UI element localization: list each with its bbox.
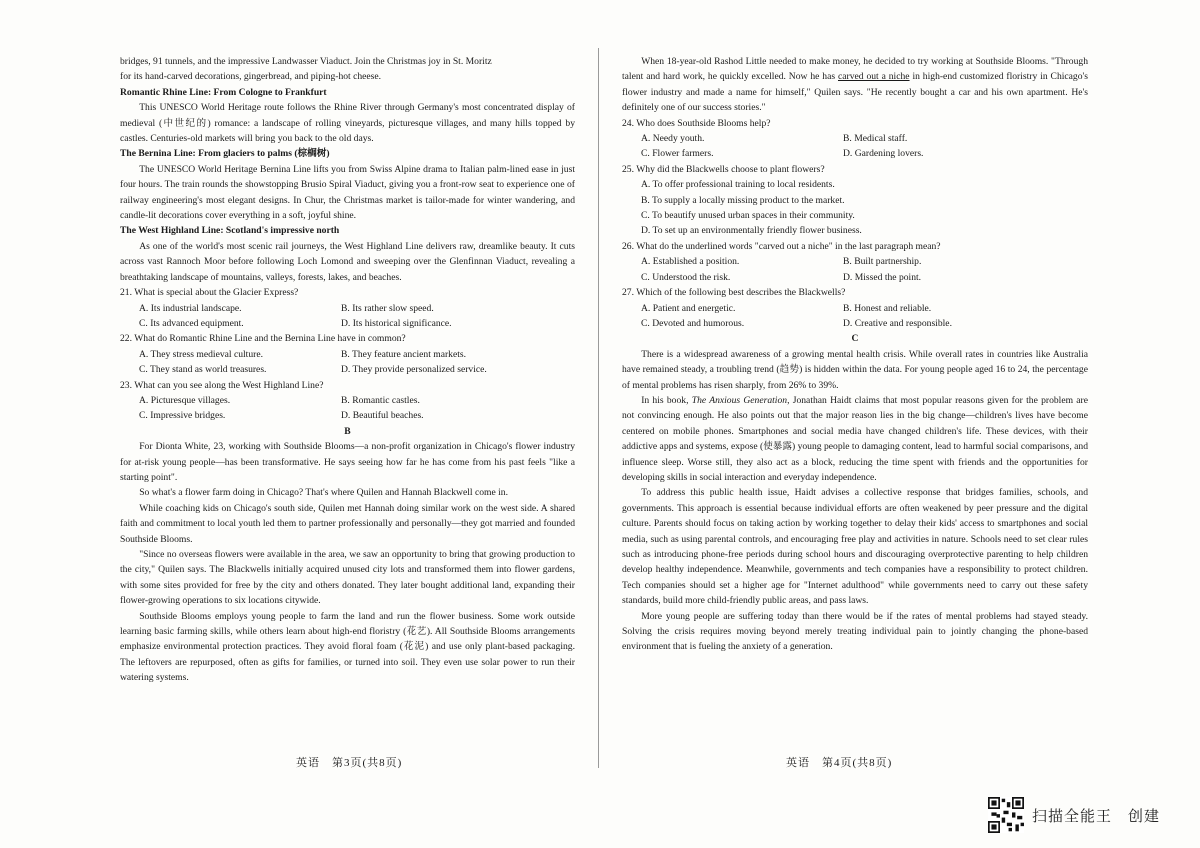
option-25d: D. To set up an environmentally friendly flower business. [641,225,862,237]
highland-paragraph: As one of the world's most scenic rail journeys, the West Highland Line delivers raw, dreamlike beauty. It cuts across vast Rannoch Moor before following Loch Lomond and sweeping over the Glenfinnan Viaduct, revealing a breathtaking landscape of mountains, valleys, forests, lakes, and beaches. [120,240,575,283]
scanner-watermark [988,796,1188,834]
question-21: 21. What is special about the Glacier Express? [120,287,299,299]
section-c-label: C [851,333,859,345]
option-26a: A. Established a position. [641,256,740,268]
section-b-label: B [344,425,351,437]
bernina-paragraph: The UNESCO World Heritage Bernina Line lifts you from Swiss Alpine drama to Italian palm-lined ease in just four hours. The train rounds the showstopping Brusio Spiral Viaduct, giving you a front-row seat to experience one of railway engineering's most elegant designs. In Chur, the Christmas market is tailor-made for winter wandering, and candle-lit decorations cover everything in a soft, joyful shine. [120,163,575,222]
option-23b: B. Romantic castles. [341,394,420,406]
option-23c: C. Impressive bridges. [139,410,226,422]
haidt-intro: In his book, [641,394,692,406]
option-22d: D. They provide personalized service. [341,364,487,376]
passage-c-paragraph-3: To address this public health issue, Haidt advises a collective response that bridges families, schools, and governments. This approach is essential because individual efforts are often weakened by peer pressure and the digital culture. Parents should focus on taking action by working together to delay their kids' access to smartphones and social media, such as using parental controls, and encouraging free play and activities in nature. Schools need to set clear rules such as introducing phone-free periods during school hours and discouraging overprotective parenting to help children develop healthy independence. Meanwhile, governments and tech companies have a responsibility to protect children. Tech companies should set a higher age for "Internet adulthood" while governments need to carry out these safety standards, build more child-friendly public areas, and pass laws. [622,487,1088,607]
option-27d: D. Creative and responsible. [843,317,952,329]
intro-line-1: bridges, 91 tunnels, and the impressive Landwasser Viaduct. Join the Christmas joy in St. Moritz [120,56,492,67]
passage-c-paragraph-1: There is a widespread awareness of a growing mental health crisis. While overall rates in countries like Australia have remained steady, a troubling trend (趋势) is hidden within the data. For young people aged 16 to 24, the percentage of mental problems has risen sharply, from 26% to 39%. [622,348,1088,391]
rashod-text-start: When 18-year-old Rashod Little needed to make money, he decided to try working at Southside Blooms. "Through talent and hard work, he quickly excelled. Now he has [622,56,1088,83]
option-24c: C. Flower farmers. [641,148,714,160]
option-21b: B. Its rather slow speed. [341,302,434,314]
option-24d: D. Gardening lovers. [843,148,924,160]
option-24b: B. Medical staff. [843,133,908,145]
option-25a: A. To offer professional training to local residents. [641,179,835,191]
option-26d: D. Missed the point. [843,271,922,283]
watermark-text: 扫描全能王 创建 [1032,806,1161,825]
passage-b-paragraph-4: "Since no overseas flowers were available in the area, we saw an opportunity to bring that growing production to the city," Quilen says. The Blackwells initially acquired unused city lots and transformed them into flower gardens, with some sites provided for free by the city and others donated. They later bought additional land, expanding their flower-growing operations to six locations citywide. [120,549,575,607]
footer-right-page-number: 英语 第4页(共8页) [786,757,893,769]
right-page [622,54,1088,655]
question-24: 24. Who does Southside Blooms help? [622,117,771,129]
passage-b-paragraph-3: While coaching kids on Chicago's south side, Quilen met Hannah doing similar work on the west side. A shared faith and commitment to local youth led them to partner professionally and personally—they got married and founded Southside Blooms. [120,502,575,545]
passage-b-paragraph-5: Southside Blooms employs young people to farm the land and run the flower business. Some work outside learning basic farming skills, while others learn about high-end floristry (花艺). All Southside Blooms arrangements emphasize environmental protection practices. They avoid floral foam (花泥) and use only plant-based packaging. The leftovers are repurposed, often as gifts for families, or turned into soil. They even use solar power to run their watering systems. [120,610,575,684]
option-21c: C. Its advanced equipment. [139,317,244,329]
left-page [120,54,575,686]
question-27: 27. Which of the following best describes the Blackwells? [622,287,846,299]
highland-heading: The West Highland Line: Scotland's impressive north [120,225,340,237]
bernina-heading: The Bernina Line: From glaciers to palms (棕榈树) [120,148,330,160]
rhine-paragraph: This UNESCO World Heritage route follows the Rhine River through Germany's most concentrated display of medieval (中世纪的) romance: a landscape of rolling vineyards, picturesque villages, and many hills topped by castles. Centuries-old markets will bring you back to the old days. [120,102,575,145]
rashod-text-end: in high-end customized floristry in Chicago's flower industry and made a name for himself," Quilen says. "He recently bought a car and his own apartment. He's definitely one of our success stories." [622,71,1088,114]
question-26-options [622,254,1088,285]
option-23d: D. Beautiful beaches. [341,410,424,422]
passage-b-paragraph-1: For Dionta White, 23, working with Southside Blooms—a non-profit organization in Chicago's flower industry for at-risk young people—has been transformative. He says seeing how far he has come from his past feels "like a starting point". [120,441,575,483]
book-title: The Anxious Generation [691,394,788,406]
underlined-phrase: carved out a niche [837,71,910,83]
option-22b: B. They feature ancient markets. [341,348,467,360]
question-22: 22. What do Romantic Rhine Line and the Bernina Line have in common? [120,333,406,345]
qr-code-icon [988,797,1024,833]
question-26: 26. What do the underlined words "carved out a niche" in the last paragraph mean? [622,240,941,252]
option-27c: C. Devoted and humorous. [641,317,745,329]
option-25c: C. To beautify unused urban spaces in their community. [641,210,855,222]
question-22-options [120,347,575,378]
haidt-text: , Jonathan Haidt claims that most popular reasons given for the problem are not convincing enough. He also points out that the major reason lies in the big change—children's lives have become centered on mobile phones. Smartphones and social media have changed children's life. These devices, with their addictive apps and systems, expose (使暴露) young people to damaging content, lead to harmful social comparisons, and influence sleep. Worse still, they also act as a block, reducing the time spent with friends and the opportunities for developing skills in social interaction and everyday independence. [622,394,1089,483]
option-25b: B. To supply a locally missing product to the market. [641,194,845,206]
option-21d: D. Its historical significance. [341,317,452,329]
intro-line-2: for its hand-carved decorations, gingerbread, and piping-hot cheese. [120,71,382,83]
option-22a: A. They stress medieval culture. [139,348,263,360]
question-24-options [622,131,1088,162]
option-23a: A. Picturesque villages. [139,394,231,406]
option-24a: A. Needy youth. [641,133,705,145]
passage-b-paragraph-6 [622,54,1088,116]
rhine-heading: Romantic Rhine Line: From Cologne to Frankfurt [120,86,327,98]
question-27-options [622,301,1088,332]
option-27b: B. Honest and reliable. [843,302,932,314]
question-25: 25. Why did the Blackwells choose to plant flowers? [622,163,825,175]
question-23-options [120,393,575,424]
footer-left-page-number: 英语 第3页(共8页) [296,757,403,769]
option-26b: B. Built partnership. [843,256,922,268]
question-25-options [622,177,1088,239]
option-27a: A. Patient and energetic. [641,302,736,314]
page-divider [598,48,599,768]
passage-c-paragraph-2 [622,393,1088,485]
option-22c: C. They stand as world treasures. [139,364,267,376]
question-21-options [120,301,575,332]
passage-c-paragraph-4: More young people are suffering today than there would be if the rates of mental problems had stayed steady. Solving the crisis requires moving beyond merely treating individual pain to jointly changing the phone-based environment that is fueling the anxiety of a generation. [622,610,1088,653]
option-21a: A. Its industrial landscape. [139,302,242,314]
option-26c: C. Understood the risk. [641,271,731,283]
passage-b-paragraph-2: So what's a flower farm doing in Chicago? That's where Quilen and Hannah Blackwell come in. [139,487,508,499]
question-23: 23. What can you see along the West Highland Line? [120,379,324,391]
